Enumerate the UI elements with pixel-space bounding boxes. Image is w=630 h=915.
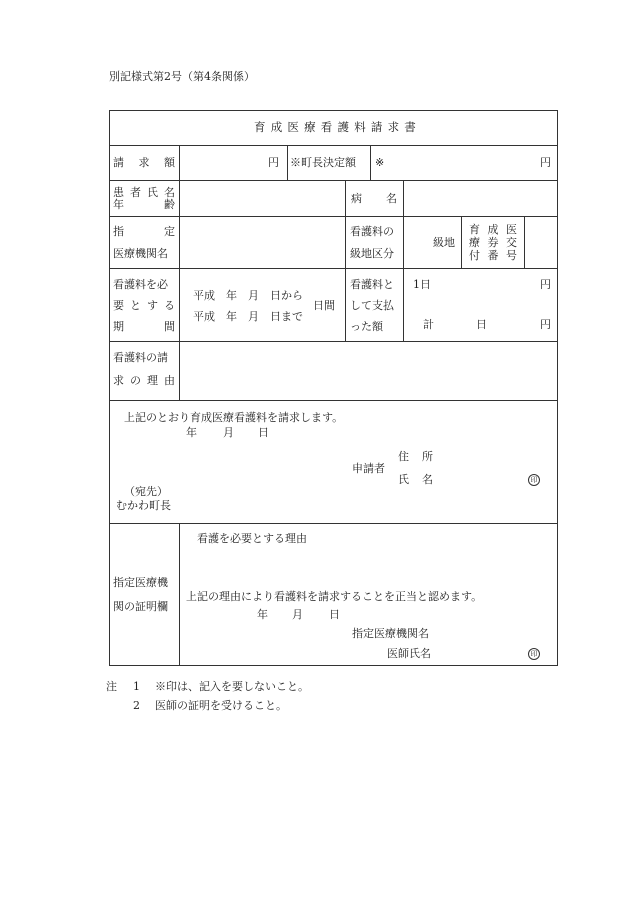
col-divider bbox=[179, 341, 180, 400]
applicant-seal-icon: 印 bbox=[528, 474, 540, 486]
grade-value: 級地 bbox=[433, 236, 455, 249]
note-number: 2 bbox=[133, 699, 140, 712]
ticket-label-line3: 付 番 号 bbox=[469, 249, 517, 262]
institution-label-line1: 指 定 bbox=[113, 225, 175, 238]
form-title bbox=[254, 120, 421, 134]
age-label: 年 齢 bbox=[113, 198, 175, 211]
note-text: ※印は、記入を要しないこと。 bbox=[155, 680, 309, 693]
certificate-label-line1: 指定医療機 bbox=[113, 576, 168, 589]
request-date-month: 月 bbox=[223, 426, 234, 439]
col-divider bbox=[461, 216, 462, 268]
row-divider bbox=[109, 341, 558, 342]
period-to: 平成 年 月 日まで bbox=[193, 310, 303, 323]
applicant-name-label: 氏 名 bbox=[398, 473, 433, 486]
period-label-line3: 期 間 bbox=[113, 320, 175, 333]
row-divider bbox=[109, 180, 558, 181]
institution-name-label: 指定医療機関名 bbox=[352, 627, 429, 640]
nursing-reason-heading: 看護を必要とする理由 bbox=[197, 532, 307, 545]
not-required-mark: ※ bbox=[375, 156, 385, 169]
row-divider bbox=[109, 523, 558, 524]
request-date-day: 日 bbox=[258, 426, 269, 439]
title-char: 育成医療看護料請求書 bbox=[254, 120, 421, 134]
ticket-label-line1: 育 成 医 bbox=[469, 223, 517, 236]
col-divider bbox=[524, 216, 525, 268]
per-day-yen: 円 bbox=[540, 278, 551, 291]
note-text: 医師の証明を受けること。 bbox=[155, 699, 287, 712]
disease-label: 病 名 bbox=[351, 192, 397, 205]
addressee-label: （宛先） bbox=[124, 485, 168, 498]
applicant-label: 申請者 bbox=[352, 462, 385, 475]
patient-name-label: 患 者 氏 名 bbox=[113, 186, 175, 199]
mayor-label: むかわ町長 bbox=[116, 499, 171, 512]
paid-label-line3: った額 bbox=[350, 320, 383, 333]
total-days-unit: 日 bbox=[476, 318, 487, 331]
applicant-address-label: 住 所 bbox=[398, 450, 433, 463]
institution-label-line2: 医療機関名 bbox=[113, 247, 168, 260]
per-day-label: 1日 bbox=[413, 278, 431, 291]
row-divider bbox=[109, 216, 558, 217]
col-divider bbox=[179, 145, 180, 180]
total-yen: 円 bbox=[540, 318, 551, 331]
period-label-line2: 要 と す る bbox=[113, 299, 175, 312]
total-label: 計 bbox=[423, 318, 434, 331]
row-divider bbox=[109, 400, 558, 401]
certificate-date-day: 日 bbox=[329, 608, 340, 621]
certificate-label-line2: 関の証明欄 bbox=[113, 600, 168, 613]
amount-yen: 円 bbox=[268, 156, 279, 169]
mayor-decision-label: ※町長決定額 bbox=[290, 156, 356, 169]
period-days: 日間 bbox=[313, 299, 335, 312]
decision-yen: 円 bbox=[540, 156, 551, 169]
period-from: 平成 年 月 日から bbox=[193, 289, 303, 302]
reason-label-line2: 求 の 理 由 bbox=[113, 374, 175, 387]
reason-label-line1: 看護料の請 bbox=[113, 351, 168, 364]
col-divider bbox=[403, 180, 404, 341]
col-divider bbox=[345, 180, 346, 341]
col-divider bbox=[287, 145, 288, 180]
ticket-label-line2: 療 券 交 bbox=[469, 236, 517, 249]
col-divider bbox=[370, 145, 371, 180]
certificate-date-year: 年 bbox=[257, 608, 268, 621]
period-label-line1: 看護料を必 bbox=[113, 278, 168, 291]
form-reference: 別記様式第2号（第4条関係） bbox=[109, 70, 255, 83]
request-statement: 上記のとおり育成医療看護料を請求します。 bbox=[124, 411, 344, 424]
claim-form-table bbox=[109, 110, 558, 666]
paid-label-line1: 看護料と bbox=[350, 278, 394, 291]
certificate-date-month: 月 bbox=[292, 608, 303, 621]
row-divider bbox=[109, 268, 558, 269]
col-divider bbox=[179, 180, 180, 341]
doctor-seal-icon: 印 bbox=[528, 648, 540, 660]
amount-label: 請 求 額 bbox=[113, 156, 175, 169]
row-divider bbox=[109, 145, 558, 146]
notes-prefix: 注 bbox=[106, 680, 117, 693]
grade-label-line1: 看護料の bbox=[350, 225, 394, 238]
note-number: 1 bbox=[133, 680, 140, 693]
doctor-name-label: 医師氏名 bbox=[387, 647, 431, 660]
request-date-year: 年 bbox=[186, 426, 197, 439]
paid-label-line2: して支払 bbox=[350, 299, 394, 312]
certificate-statement: 上記の理由により看護料を請求することを正当と認めます。 bbox=[186, 590, 483, 603]
col-divider bbox=[179, 523, 180, 666]
grade-label-line2: 級地区分 bbox=[350, 247, 394, 260]
